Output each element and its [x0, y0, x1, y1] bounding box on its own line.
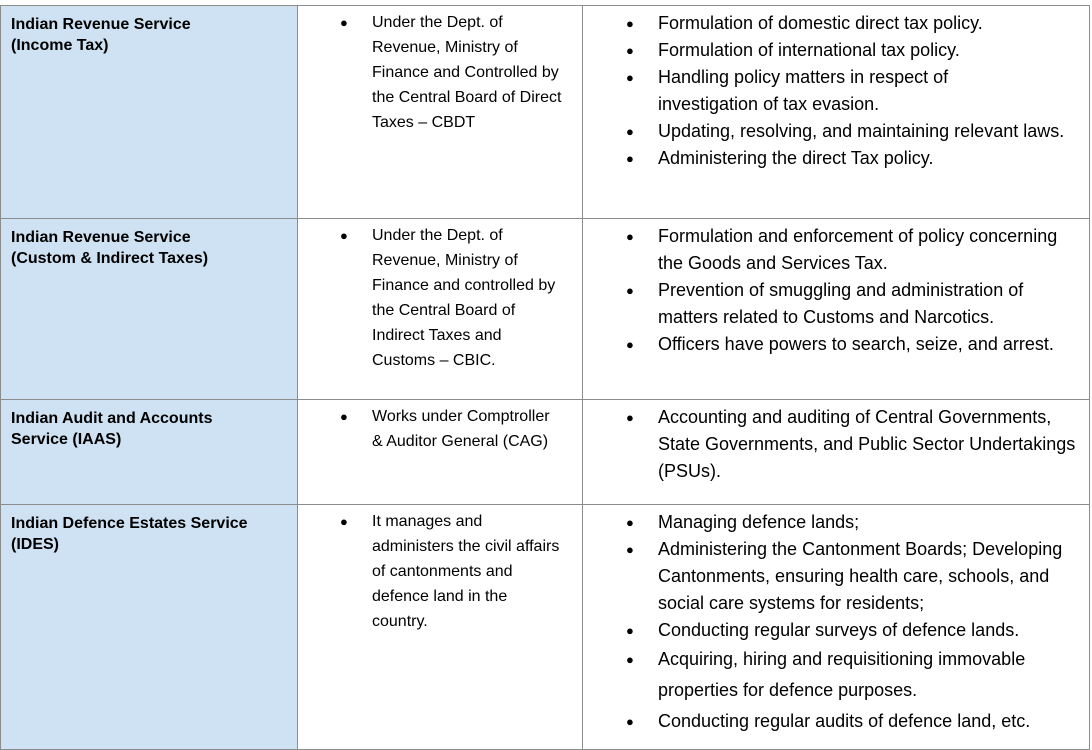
list-item [583, 331, 1083, 358]
duty-text: Formulation of international tax policy. [658, 40, 960, 60]
bullet-icon: ● [626, 652, 634, 667]
bullet-icon: ● [626, 410, 634, 425]
administration-cell [298, 505, 583, 750]
service-name-cell [1, 6, 298, 219]
duty-text: Administering the direct Tax policy. [658, 148, 934, 168]
list-item [583, 145, 1083, 172]
duty-text: Formulation of domestic direct tax policy. [658, 13, 983, 33]
duties-list [583, 509, 1083, 737]
duty-text: Conducting regular audits of defence land, etc. [658, 711, 1031, 731]
duty-text: Prevention of smuggling and administration of matters related to Customs and Narcotics. [658, 280, 1024, 327]
bullet-icon: ● [626, 70, 634, 85]
administration-list [298, 509, 574, 634]
duties-list [583, 404, 1083, 485]
duties-cell [583, 6, 1090, 219]
bullet-icon: ● [340, 228, 348, 243]
duty-text: Conducting regular surveys of defence lands. [658, 620, 1020, 640]
duties-cell [583, 400, 1090, 505]
administration-cell [298, 400, 583, 505]
administration-list [298, 404, 574, 454]
duties-list [583, 223, 1083, 358]
service-name-line: Indian Revenue Service [11, 16, 191, 33]
list-item [583, 37, 1083, 64]
duties-cell [583, 219, 1090, 400]
service-name-line: Service (IAAS) [11, 431, 122, 448]
bullet-icon: ● [626, 151, 634, 166]
bullet-icon: ● [340, 15, 348, 30]
administration-cell [298, 6, 583, 219]
duties-list [583, 10, 1083, 172]
service-name-line: Indian Audit and Accounts [11, 410, 213, 427]
list-item [583, 644, 1083, 706]
bullet-icon: ● [626, 337, 634, 352]
service-name-cell [1, 400, 298, 505]
administration-text: Works under Comptroller & Auditor General (CAG) [372, 408, 550, 450]
duty-text: Updating, resolving, and maintaining relevant laws. [658, 121, 1065, 141]
service-name-cell [1, 219, 298, 400]
bullet-icon: ● [626, 16, 634, 31]
administration-text: It manages and administers the civil affairs of cantonments and defence land in the country. [372, 513, 560, 630]
bullet-icon: ● [626, 229, 634, 244]
service-name-line: (Custom & Indirect Taxes) [11, 250, 209, 267]
list-item [583, 118, 1078, 145]
duties-cell [583, 505, 1090, 750]
duty-text: Officers have powers to search, seize, and arrest. [658, 334, 1054, 354]
list-item [583, 64, 998, 118]
bullet-icon: ● [626, 542, 634, 557]
bullet-icon: ● [626, 623, 634, 638]
list-item [583, 509, 1083, 536]
table-row [1, 219, 1090, 400]
list-item [298, 223, 562, 373]
administration-list [298, 223, 574, 373]
table-row [1, 6, 1090, 219]
list-item [583, 223, 1083, 277]
service-name-cell [1, 505, 298, 750]
list-item [583, 404, 1083, 485]
list-item [583, 536, 1083, 617]
service-name-line: (IDES) [11, 536, 59, 553]
bullet-icon: ● [626, 43, 634, 58]
list-item [583, 617, 1083, 644]
duty-text: Managing defence lands; [658, 512, 860, 532]
table-row [1, 505, 1090, 750]
bullet-icon: ● [626, 124, 634, 139]
administration-text: Under the Dept. of Revenue, Ministry of Finance and controlled by the Central Board of Indirect Taxes and Customs – CBIC. [372, 227, 556, 369]
service-name-line: Indian Defence Estates Service [11, 515, 248, 532]
list-item [298, 10, 562, 135]
bullet-icon: ● [626, 283, 634, 298]
services-table [0, 5, 1090, 750]
duty-text: Accounting and auditing of Central Governments, State Governments, and Public Sector Undertakings (PSUs). [658, 407, 1076, 481]
administration-list [298, 10, 574, 135]
list-item [583, 706, 1083, 737]
duty-text: Formulation and enforcement of policy concerning the Goods and Services Tax. [658, 226, 1058, 273]
list-item [298, 404, 562, 454]
list-item [298, 509, 562, 634]
list-item [583, 277, 1083, 331]
duty-text: Administering the Cantonment Boards; Developing Cantonments, ensuring health care, schools, and social care systems for residents; [658, 539, 1063, 613]
duty-text: Handling policy matters in respect of investigation of tax evasion. [658, 67, 949, 114]
bullet-icon: ● [626, 714, 634, 729]
administration-text: Under the Dept. of Revenue, Ministry of Finance and Controlled by the Central Board of Direct Taxes – CBDT [372, 14, 562, 131]
bullet-icon: ● [340, 409, 348, 424]
table-row [1, 400, 1090, 505]
duty-text: Acquiring, hiring and requisitioning immovable properties for defence purposes. [658, 649, 1026, 700]
list-item [583, 10, 1083, 37]
administration-cell [298, 219, 583, 400]
bullet-icon: ● [626, 515, 634, 530]
bullet-icon: ● [340, 514, 348, 529]
service-name-line: (Income Tax) [11, 37, 109, 54]
service-name-line: Indian Revenue Service [11, 229, 191, 246]
